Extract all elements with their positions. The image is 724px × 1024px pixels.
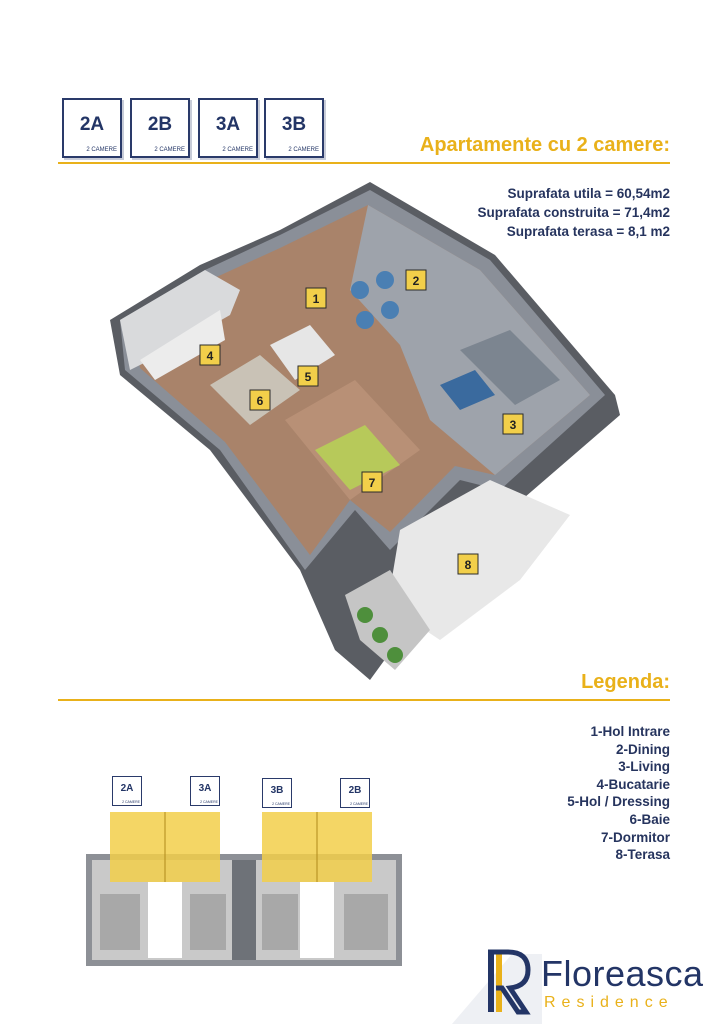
type-card-3a[interactable] — [198, 98, 258, 158]
page-title: Apartamente cu 2 camere: — [419, 134, 670, 156]
type-code: 2A — [120, 783, 134, 794]
room-legend — [567, 723, 670, 864]
marker-7 — [362, 472, 382, 492]
type-code: 3A — [215, 114, 241, 135]
type-rooms: 2 CAMERE — [154, 147, 185, 153]
type-rooms: 2 CAMERE — [272, 802, 290, 806]
dining-chair — [376, 271, 394, 289]
site-card-2b[interactable] — [340, 778, 370, 808]
svg-text:7: 7 — [368, 476, 376, 490]
type-rooms: 2 CAMERE — [86, 147, 117, 153]
marker-2 — [406, 270, 426, 290]
brand-name: Floreasca — [541, 953, 704, 994]
logo-stem-navy — [488, 952, 494, 1012]
svg-text:1: 1 — [312, 292, 320, 306]
marker-6 — [250, 390, 270, 410]
plant — [387, 647, 403, 663]
type-rooms: 2 CAMERE — [288, 147, 319, 153]
type-code: 3B — [270, 785, 284, 796]
useful-area: Suprafata utila = 60,54m2 — [507, 186, 670, 201]
type-rooms: 2 CAMERE — [122, 800, 140, 804]
type-code: 2B — [147, 114, 173, 135]
legend-item: 5-Hol / Dressing — [567, 794, 670, 810]
legend-item: 3-Living — [618, 759, 670, 775]
svg-text:3: 3 — [509, 418, 517, 432]
dining-chair — [356, 311, 374, 329]
marker-3 — [503, 414, 523, 434]
legend-item: 6-Baie — [629, 811, 670, 827]
built-area: Suprafata construita = 71,4m2 — [477, 205, 670, 220]
legend-item: 4-Bucatarie — [596, 776, 670, 792]
dining-chair — [351, 281, 369, 299]
marker-5 — [298, 366, 318, 386]
type-code: 3A — [198, 783, 212, 794]
dining-chair — [381, 301, 399, 319]
legend-item: 2-Dining — [616, 741, 670, 757]
type-rooms: 2 CAMERE — [350, 802, 368, 806]
marker-8 — [458, 554, 478, 574]
svg-text:2: 2 — [412, 274, 420, 288]
apartment-type-selector — [62, 98, 328, 160]
legend-item: 8-Terasa — [615, 847, 670, 863]
type-rooms: 2 CAMERE — [200, 800, 218, 804]
building-site-map — [86, 774, 402, 966]
floor-plan-3d — [100, 170, 640, 700]
type-card-3b[interactable] — [264, 98, 324, 158]
type-code: 2B — [348, 785, 362, 796]
plant — [372, 627, 388, 643]
svg-text:4: 4 — [206, 349, 214, 363]
type-code: 3B — [281, 114, 307, 135]
title-divider — [58, 162, 670, 164]
legend-item: 7-Dormitor — [600, 829, 670, 845]
brand-tagline: Residence — [544, 994, 674, 1011]
svg-text:5: 5 — [304, 370, 312, 384]
type-card-2a[interactable] — [62, 98, 122, 158]
site-card-3a[interactable] — [190, 776, 220, 806]
plant — [357, 607, 373, 623]
type-code: 2A — [79, 114, 105, 135]
site-card-2a[interactable] — [112, 776, 142, 806]
svg-text:6: 6 — [256, 394, 264, 408]
marker-4 — [200, 345, 220, 365]
svg-text:8: 8 — [464, 558, 472, 572]
terrace-area: Suprafata terasa = 8,1 m2 — [506, 224, 670, 239]
logo-stem-gold — [496, 952, 502, 1012]
legend-item: 1-Hol Intrare — [590, 724, 670, 739]
legend-title: Legenda: — [581, 671, 670, 693]
type-rooms: 2 CAMERE — [222, 147, 253, 153]
marker-1 — [306, 288, 326, 308]
site-card-3b[interactable] — [262, 778, 292, 808]
type-card-2b[interactable] — [130, 98, 190, 158]
legend-divider — [58, 699, 670, 701]
